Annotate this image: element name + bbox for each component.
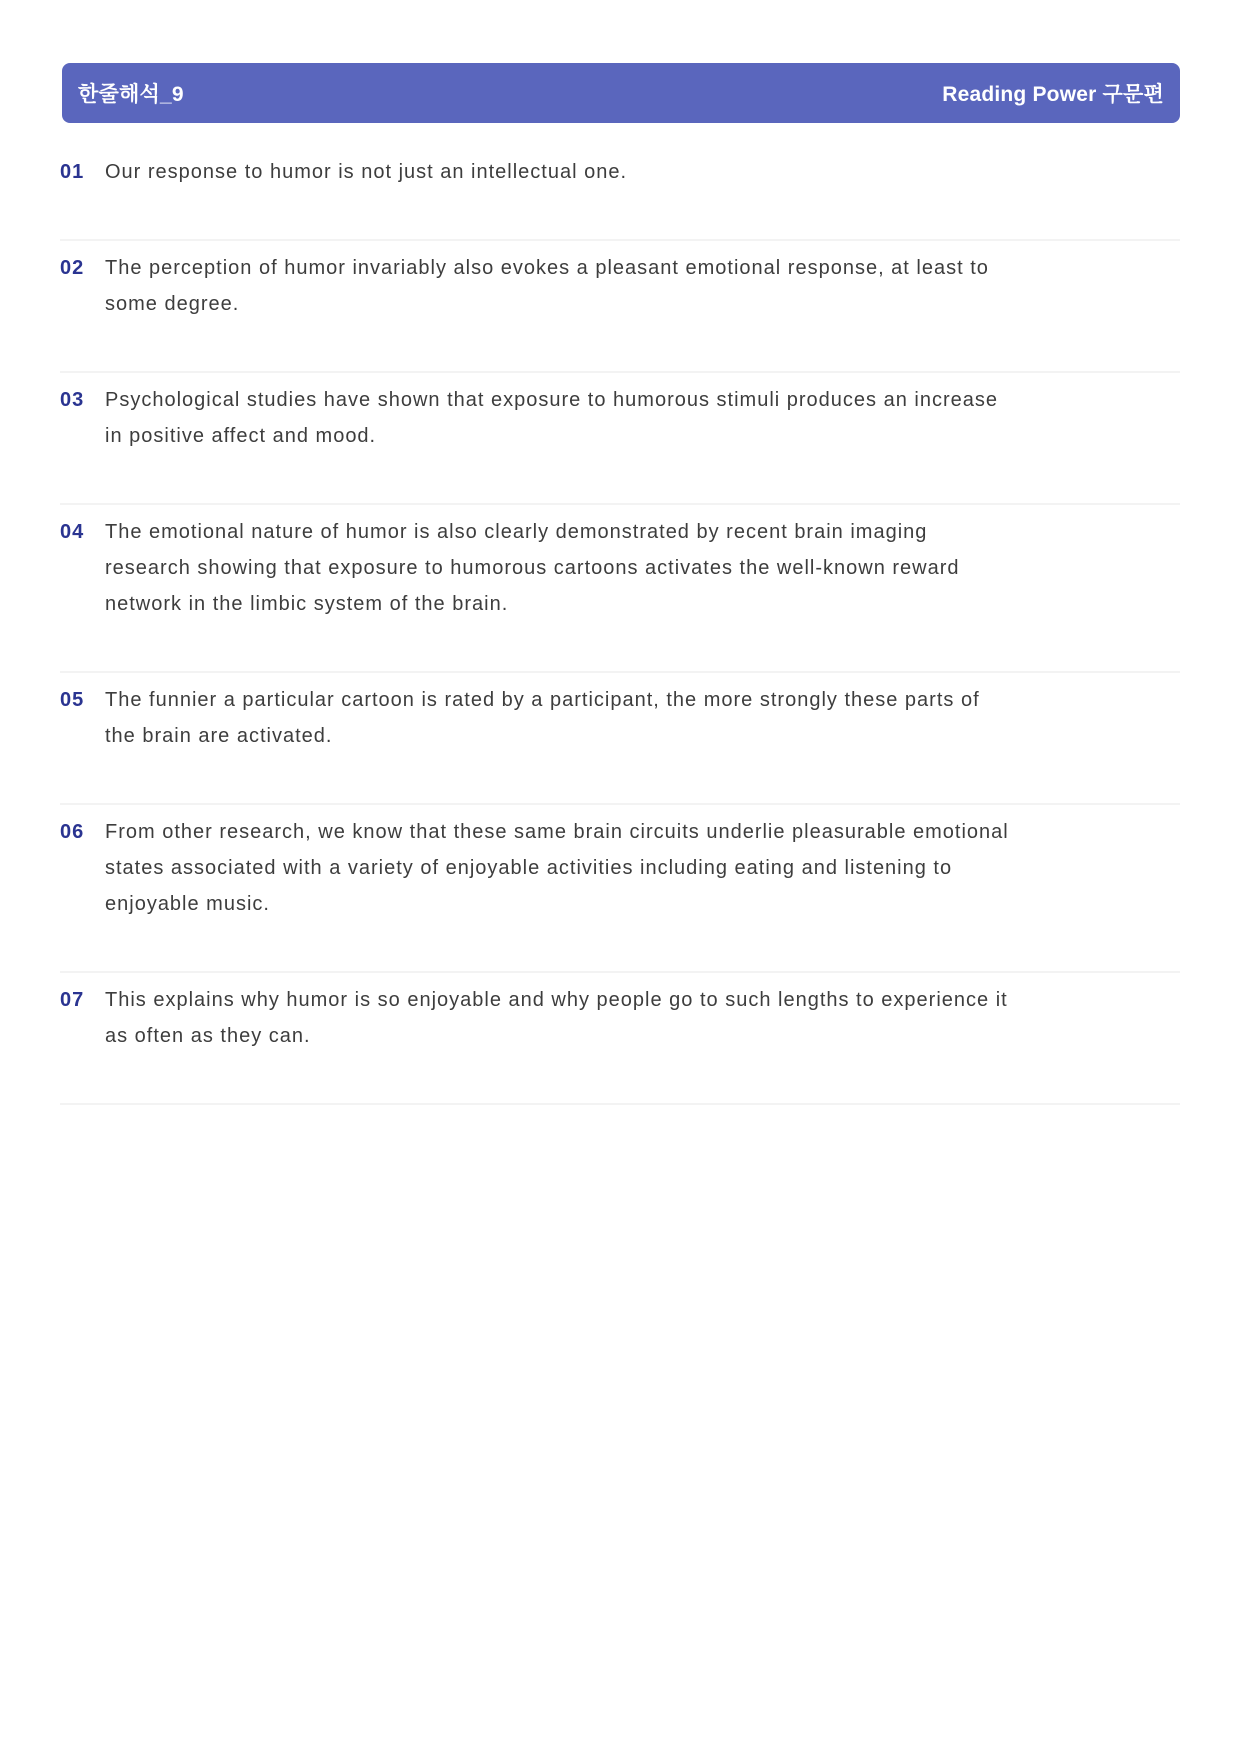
sentence-line: The emotional nature of humor is also clearly demonstrated by recent brain imaging <box>105 521 928 543</box>
sentence-item-04 <box>60 505 1180 673</box>
sentence-item-07 <box>60 973 1180 1105</box>
sentence-line: Psychological studies have shown that exposure to humorous stimuli produces an increase <box>105 389 998 411</box>
sentence-line: some degree. <box>105 293 240 315</box>
sentence-line: enjoyable music. <box>105 893 270 915</box>
sentence-text <box>105 154 1180 190</box>
sentence-line: network in the limbic system of the brain. <box>105 593 509 615</box>
sentence-item-05 <box>60 673 1180 805</box>
sentence-text <box>105 514 1180 622</box>
sentence-item-03 <box>60 373 1180 505</box>
header-bar <box>62 63 1180 123</box>
item-number: 05 <box>60 689 85 711</box>
sentence-line: From other research, we know that these same brain circuits underlie pleasurable emotional <box>105 821 1009 843</box>
sentence-text <box>105 814 1180 922</box>
item-number: 01 <box>60 161 85 183</box>
sentence-item-02 <box>60 241 1180 373</box>
sentence-text <box>105 682 1180 754</box>
sentence-item-06 <box>60 805 1180 973</box>
item-number: 07 <box>60 989 85 1011</box>
item-number: 03 <box>60 389 85 411</box>
sentence-line: states associated with a variety of enjoyable activities including eating and listening to <box>105 857 953 879</box>
worksheet-title: 한줄해석_9 <box>78 83 184 106</box>
sentence-line: The funnier a particular cartoon is rated by a participant, the more strongly these parts of <box>105 689 980 711</box>
sentence-item-01 <box>60 123 1180 241</box>
sentence-line: research showing that exposure to humorous cartoons activates the well-known reward <box>105 557 960 579</box>
item-number: 02 <box>60 257 85 279</box>
sentence-list <box>60 123 1180 1105</box>
series-badge: Reading Power 구문편 <box>942 83 1164 106</box>
sentence-line: The perception of humor invariably also evokes a pleasant emotional response, at least to <box>105 257 989 279</box>
sentence-text <box>105 982 1180 1054</box>
sentence-line: Our response to humor is not just an intellectual one. <box>105 161 628 183</box>
item-number: 06 <box>60 821 85 843</box>
sentence-line: in positive affect and mood. <box>105 425 377 447</box>
sentence-line: as often as they can. <box>105 1025 311 1047</box>
item-number: 04 <box>60 521 85 543</box>
sentence-line: This explains why humor is so enjoyable and why people go to such lengths to experience it <box>105 989 1008 1011</box>
sentence-text <box>105 382 1180 454</box>
sentence-line: the brain are activated. <box>105 725 333 747</box>
sentence-text <box>105 250 1180 322</box>
